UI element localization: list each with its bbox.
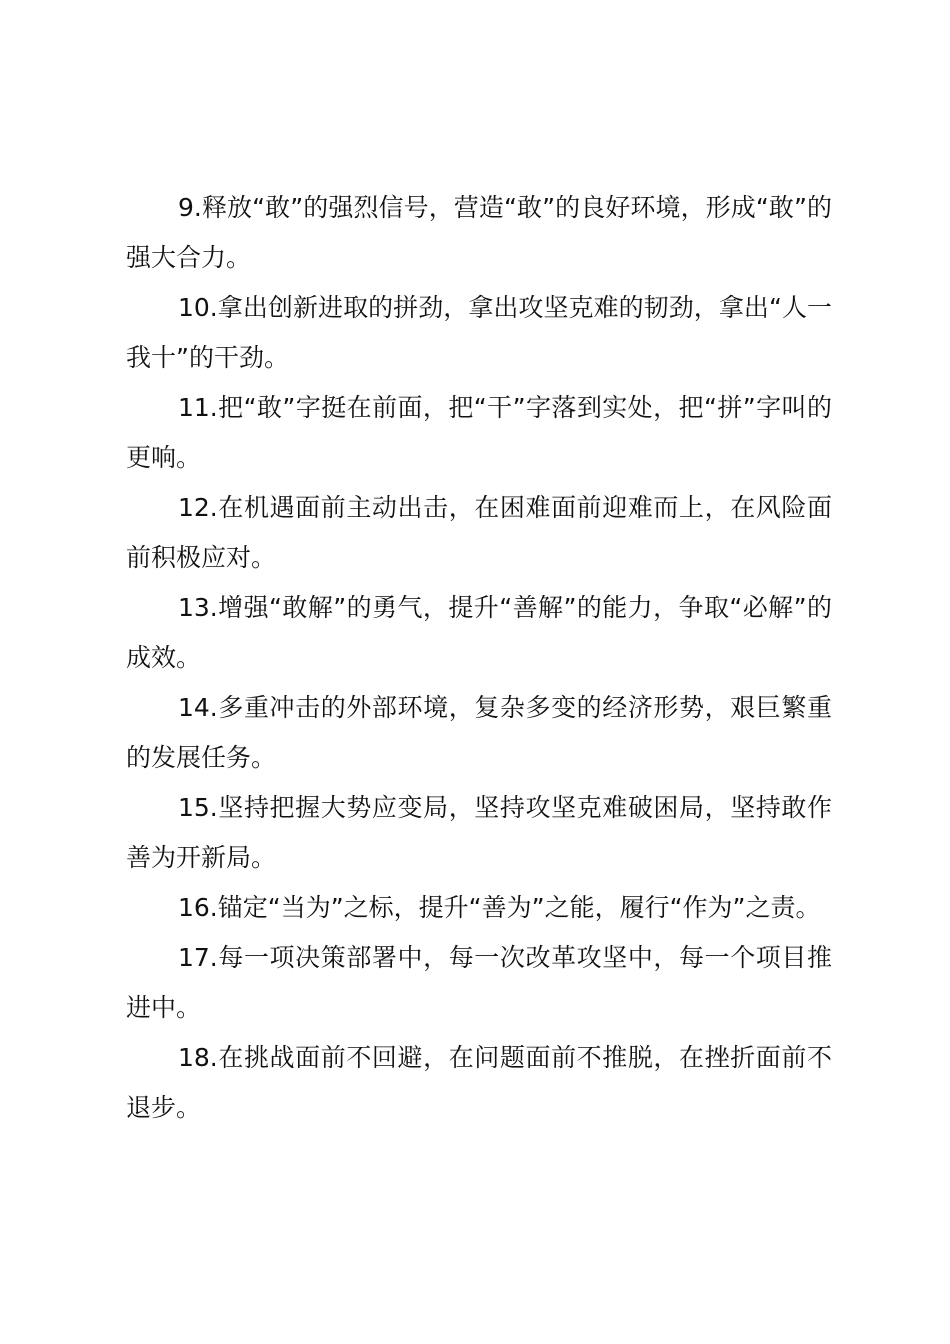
- paragraph-11: 11.把“敢”字挺在前面，把“干”字落到实处，把“拼”字叫的更响。: [126, 393, 832, 472]
- paragraph-15: 15.坚持把握大势应变局，坚持攻坚克难破困局，坚持敢作善为开新局。: [126, 793, 832, 872]
- paragraph-10: 10.拿出创新进取的拼劲，拿出攻坚克难的韧劲，拿出“人一我十”的干劲。: [126, 293, 832, 372]
- paragraph-17: 17.每一项决策部署中，每一次改革攻坚中，每一个项目推进中。: [126, 943, 832, 1022]
- paragraph-9: 9.释放“敢”的强烈信号，营造“敢”的良好环境，形成“敢”的强大合力。: [126, 193, 832, 272]
- paragraph-16: 16.锚定“当为”之标，提升“善为”之能，履行“作为”之责。: [178, 893, 821, 922]
- paragraph-13: 13.增强“敢解”的勇气，提升“善解”的能力，争取“必解”的成效。: [126, 593, 832, 672]
- paragraph-14: 14.多重冲击的外部环境，复杂多变的经济形势，艰巨繁重的发展任务。: [126, 693, 832, 772]
- paragraph-12: 12.在机遇面前主动出击，在困难面前迎难而上，在风险面前积极应对。: [126, 493, 832, 572]
- paragraph-18: 18.在挑战面前不回避，在问题面前不推脱，在挫折面前不退步。: [126, 1043, 832, 1122]
- document-body: [126, 183, 832, 1133]
